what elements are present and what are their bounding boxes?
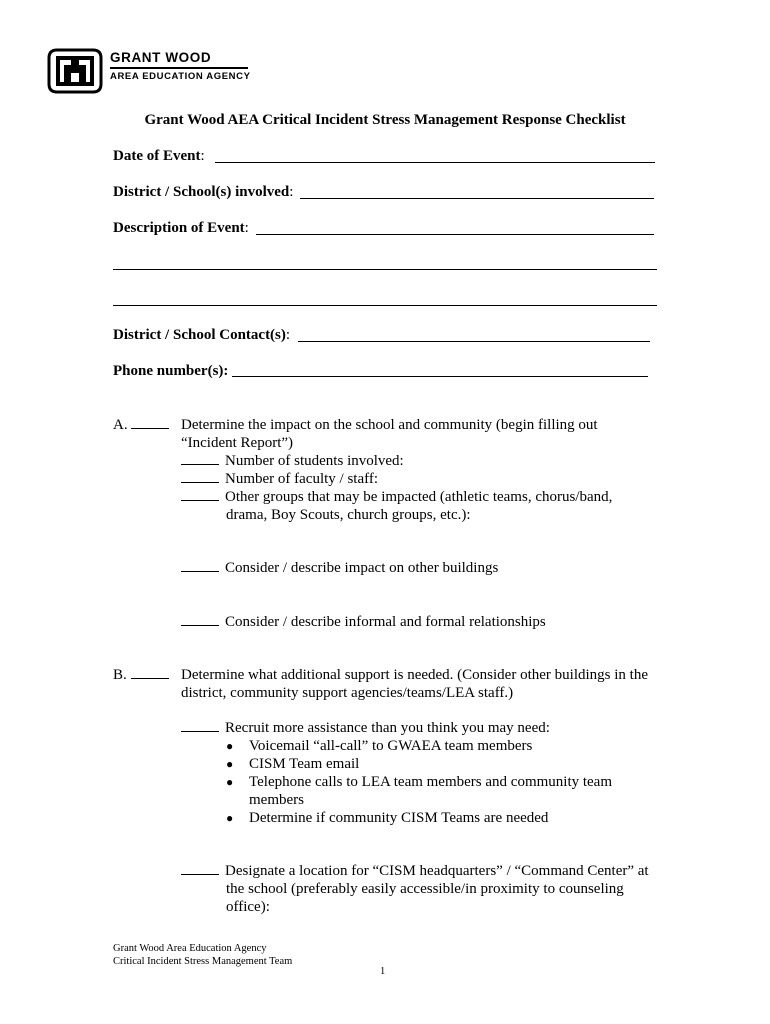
date-of-event-line[interactable]: [215, 162, 655, 163]
bullet-telephone-cont: members: [249, 792, 304, 808]
description-of-event-label: Description of Event:: [113, 220, 249, 236]
bullet-item: [226, 809, 233, 827]
section-a-item-other-groups: Other groups that may be impacted (athletic teams, chorus/band,: [181, 488, 612, 506]
students-check-blank[interactable]: [181, 452, 219, 465]
bullet-item: [226, 737, 233, 755]
section-a-item-other-groups-cont: drama, Boy Scouts, church groups, etc.):: [226, 507, 471, 523]
bullet-item: [226, 755, 233, 773]
section-a-check-blank[interactable]: [131, 416, 169, 429]
section-b-designate-3: office):: [226, 899, 270, 915]
relationships-check-blank[interactable]: [181, 613, 219, 626]
section-a-consider-buildings: Consider / describe impact on other buildings: [181, 559, 498, 577]
footer-team: Critical Incident Stress Management Team: [113, 956, 293, 967]
district-school-contacts-line[interactable]: [298, 341, 650, 342]
recruit-check-blank[interactable]: [181, 719, 219, 732]
section-b-check-blank[interactable]: [131, 666, 169, 679]
bullet-telephone: Telephone calls to LEA team members and community team: [249, 774, 613, 790]
district-school-involved-label: District / School(s) involved:: [113, 184, 294, 200]
district-school-contacts-label: District / School Contact(s):: [113, 327, 291, 343]
bullet-icon: ●: [226, 757, 234, 771]
agency-logo-icon: [47, 48, 103, 94]
bullet-icon: ●: [226, 739, 234, 753]
other-groups-check-blank[interactable]: [181, 488, 219, 501]
section-b-text-2: district, community support agencies/teams/LEA staff.): [181, 685, 514, 701]
faculty-check-blank[interactable]: [181, 470, 219, 483]
section-a-item-students: Number of students involved:: [181, 452, 404, 470]
document-title: Grant Wood AEA Critical Incident Stress Management Response Checklist: [144, 112, 626, 128]
bullet-icon: ●: [226, 775, 234, 789]
section-a-marker: A.: [113, 416, 175, 434]
section-b-designate: Designate a location for “CISM headquarters” / “Command Center” at: [181, 862, 649, 880]
designate-check-blank[interactable]: [181, 862, 219, 875]
section-a-text-1: Determine the impact on the school and community (begin filling out: [181, 417, 598, 433]
phone-numbers-label: Phone number(s):: [113, 363, 229, 379]
section-a-text-2: “Incident Report”): [181, 435, 294, 451]
bullet-voicemail: Voicemail “all-call” to GWAEA team members: [249, 738, 533, 754]
section-a-consider-relationships: Consider / describe informal and formal relationships: [181, 613, 546, 631]
district-school-involved-line[interactable]: [300, 198, 654, 199]
description-line-3[interactable]: [113, 305, 657, 306]
section-b-text-1: Determine what additional support is needed. (Consider other buildings in the: [181, 667, 648, 683]
buildings-check-blank[interactable]: [181, 559, 219, 572]
description-line-2[interactable]: [113, 269, 657, 270]
section-b-designate-2: the school (preferably easily accessible/in proximity to counseling: [226, 881, 624, 897]
phone-numbers-line[interactable]: [232, 376, 648, 377]
logo-rule: [110, 67, 248, 69]
logo-name: GRANT WOOD: [110, 50, 212, 65]
page-number: 1: [380, 966, 386, 977]
logo-subtitle: AREA EDUCATION AGENCY: [110, 71, 251, 82]
bullet-community-cism: Determine if community CISM Teams are needed: [249, 810, 549, 826]
description-line-1[interactable]: [256, 234, 654, 235]
footer-agency: Grant Wood Area Education Agency: [113, 943, 267, 954]
bullet-icon: ●: [226, 811, 234, 825]
section-b-marker: B.: [113, 666, 175, 684]
section-b-recruit: Recruit more assistance than you think you may need:: [181, 719, 550, 737]
page-footer: [113, 942, 292, 968]
bullet-item: [226, 773, 233, 791]
date-of-event-label: Date of Event:: [113, 148, 205, 164]
bullet-cism-email: CISM Team email: [249, 756, 360, 772]
section-a-item-faculty: Number of faculty / staff:: [181, 470, 378, 488]
